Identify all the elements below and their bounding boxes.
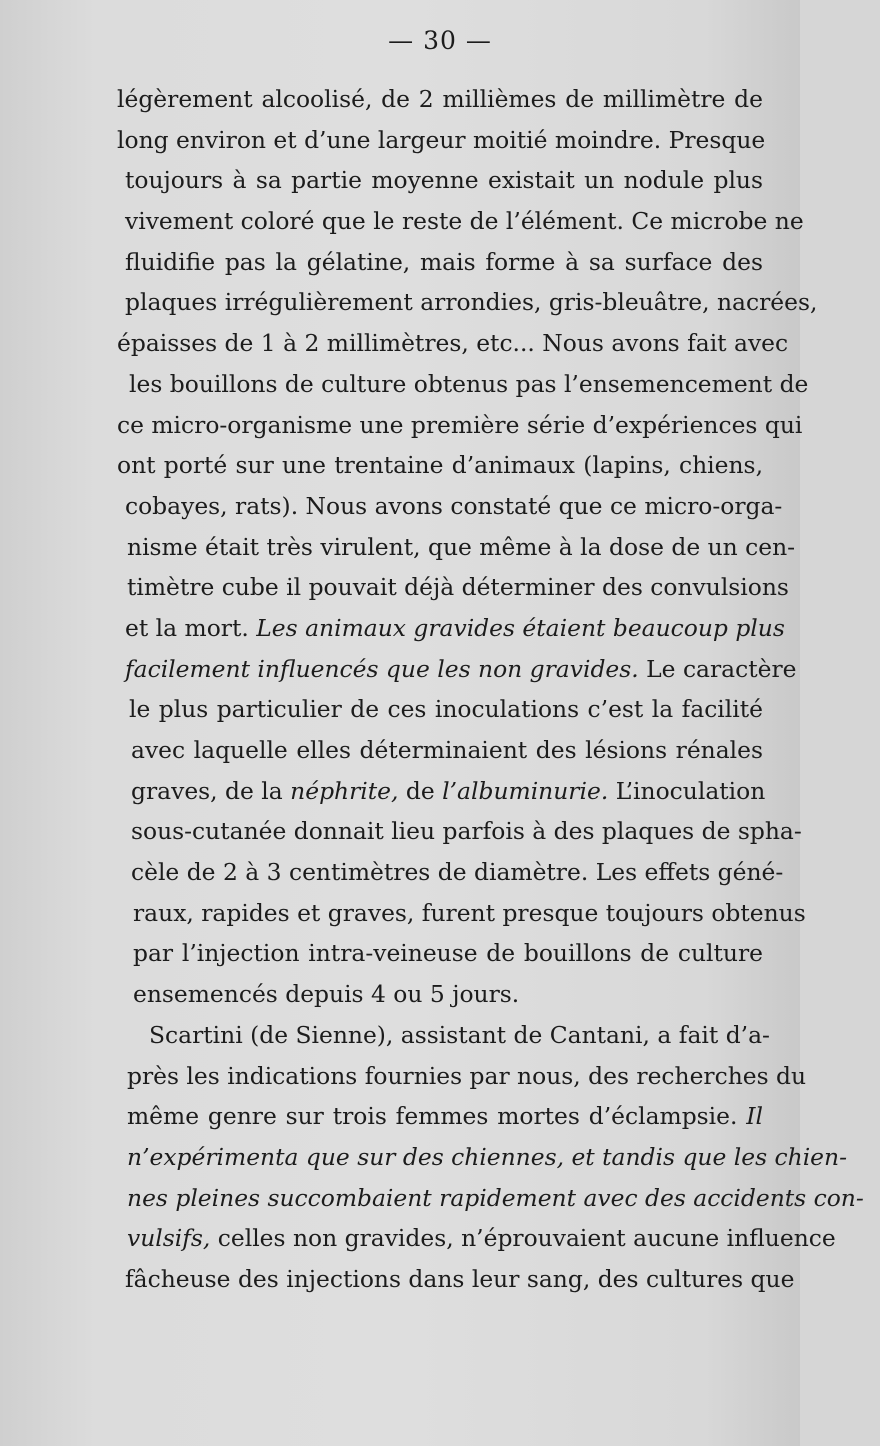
- italic-text-segment: facilement influencés que les non gravides.: [125, 654, 639, 683]
- text-segment: le plus particulier de ces inoculations c’est la facilité: [129, 695, 763, 724]
- text-segment: les bouillons de culture obtenus pas l’ensemencement de: [129, 369, 809, 398]
- text-line: [117, 608, 785, 649]
- text-segment: long environ et d’une largeur moitié moindre. Presque: [117, 125, 766, 154]
- text-line: [117, 242, 763, 283]
- text-segment: et la mort.: [125, 613, 257, 642]
- text-line: [117, 486, 783, 527]
- text-segment: près les indications fournies par nous, des recherches du: [127, 1061, 807, 1090]
- text-line: [117, 567, 789, 608]
- text-segment: sous-cutanée donnait lieu parfois à des plaques de spha-: [131, 817, 802, 846]
- text-line: [117, 120, 766, 161]
- text-segment: par l’injection intra-veineuse de bouillons de culture: [133, 939, 763, 968]
- text-line: [117, 974, 763, 1015]
- text-segment: de: [398, 776, 443, 805]
- text-line: [117, 811, 802, 852]
- text-line: [117, 689, 763, 730]
- text-segment: épaisses de 1 à 2 millimètres, etc... Nous avons fait avec: [117, 329, 789, 358]
- text-segment: ensemencés depuis 4 ou 5 jours.: [133, 980, 520, 1009]
- text-segment: vivement coloré que le reste de l’élément. Ce microbe ne: [125, 207, 804, 236]
- text-line: [117, 730, 763, 771]
- italic-text-segment: n’expérimenta que sur des chiennes, et tandis que les chien-: [127, 1142, 847, 1171]
- text-line: [117, 527, 796, 568]
- text-segment: Le caractère: [638, 654, 797, 683]
- italic-text-segment: néphrite,: [290, 776, 399, 805]
- text-segment: Scartini (de Sienne), assistant de Cantani, a fait d’a-: [149, 1020, 770, 1049]
- text-segment: cèle de 2 à 3 centimètres de diamètre. Les effets géné-: [131, 858, 784, 887]
- text-line: [117, 933, 763, 974]
- text-line: [117, 1015, 770, 1056]
- italic-text-segment: Les animaux gravides étaient beaucoup plus: [256, 613, 785, 642]
- text-line: [117, 1218, 836, 1259]
- text-segment: avec laquelle elles déterminaient des lésions rénales: [131, 736, 763, 764]
- text-segment: toujours à sa partie moyenne existait un nodule plus: [125, 166, 763, 195]
- text-line: [117, 282, 818, 323]
- body-text: [117, 79, 864, 1300]
- text-line: [117, 852, 784, 893]
- text-segment: légèrement alcoolisé, de 2 millièmes de millimètre de: [117, 85, 763, 113]
- text-segment: raux, rapides et graves, furent presque toujours obtenus: [133, 898, 806, 927]
- text-line: [117, 405, 803, 446]
- text-segment: même genre sur trois femmes mortes d’éclampsie.: [127, 1102, 747, 1131]
- text-line: [117, 893, 806, 934]
- text-line: [117, 79, 763, 120]
- text-line: [117, 201, 804, 242]
- text-segment: plaques irrégulièrement arrondies, gris-bleuâtre, nacrées,: [125, 288, 818, 317]
- text-segment: ont porté sur une trentaine d’animaux (lapins, chiens,: [117, 451, 763, 480]
- text-segment: nisme était très virulent, que même à la dose de un cen-: [127, 532, 796, 561]
- text-line: [117, 160, 763, 201]
- text-segment: cobayes, rats). Nous avons constaté que ce micro-orga-: [125, 491, 783, 520]
- text-line: [117, 1096, 763, 1137]
- page-number: — 30 —: [388, 26, 492, 55]
- text-segment: timètre cube il pouvait déjà déterminer des convulsions: [127, 573, 789, 602]
- italic-text-segment: Il: [746, 1102, 763, 1131]
- text-segment: L’inoculation: [608, 776, 766, 805]
- text-line: [117, 1137, 847, 1178]
- text-line: [117, 1056, 807, 1097]
- text-line: [117, 1259, 795, 1300]
- italic-text-segment: l’albuminurie.: [442, 776, 609, 805]
- text-segment: fâcheuse des injections dans leur sang, des cultures que: [125, 1264, 795, 1293]
- text-segment: ce micro-organisme une première série d’expériences qui: [117, 410, 803, 439]
- text-segment: graves, de la: [131, 776, 291, 805]
- text-line: [117, 771, 766, 812]
- italic-text-segment: vulsifs,: [127, 1224, 211, 1253]
- text-line: [117, 364, 809, 405]
- text-line: [117, 1178, 864, 1219]
- text-line: [117, 649, 797, 690]
- text-line: [117, 323, 789, 364]
- text-line: [117, 445, 763, 486]
- italic-text-segment: nes pleines succombaient rapidement avec des accidents con-: [127, 1183, 864, 1212]
- text-segment: celles non gravides, n’éprouvaient aucune influence: [210, 1224, 836, 1253]
- text-segment: fluidifie pas la gélatine, mais forme à sa surface des: [125, 247, 763, 276]
